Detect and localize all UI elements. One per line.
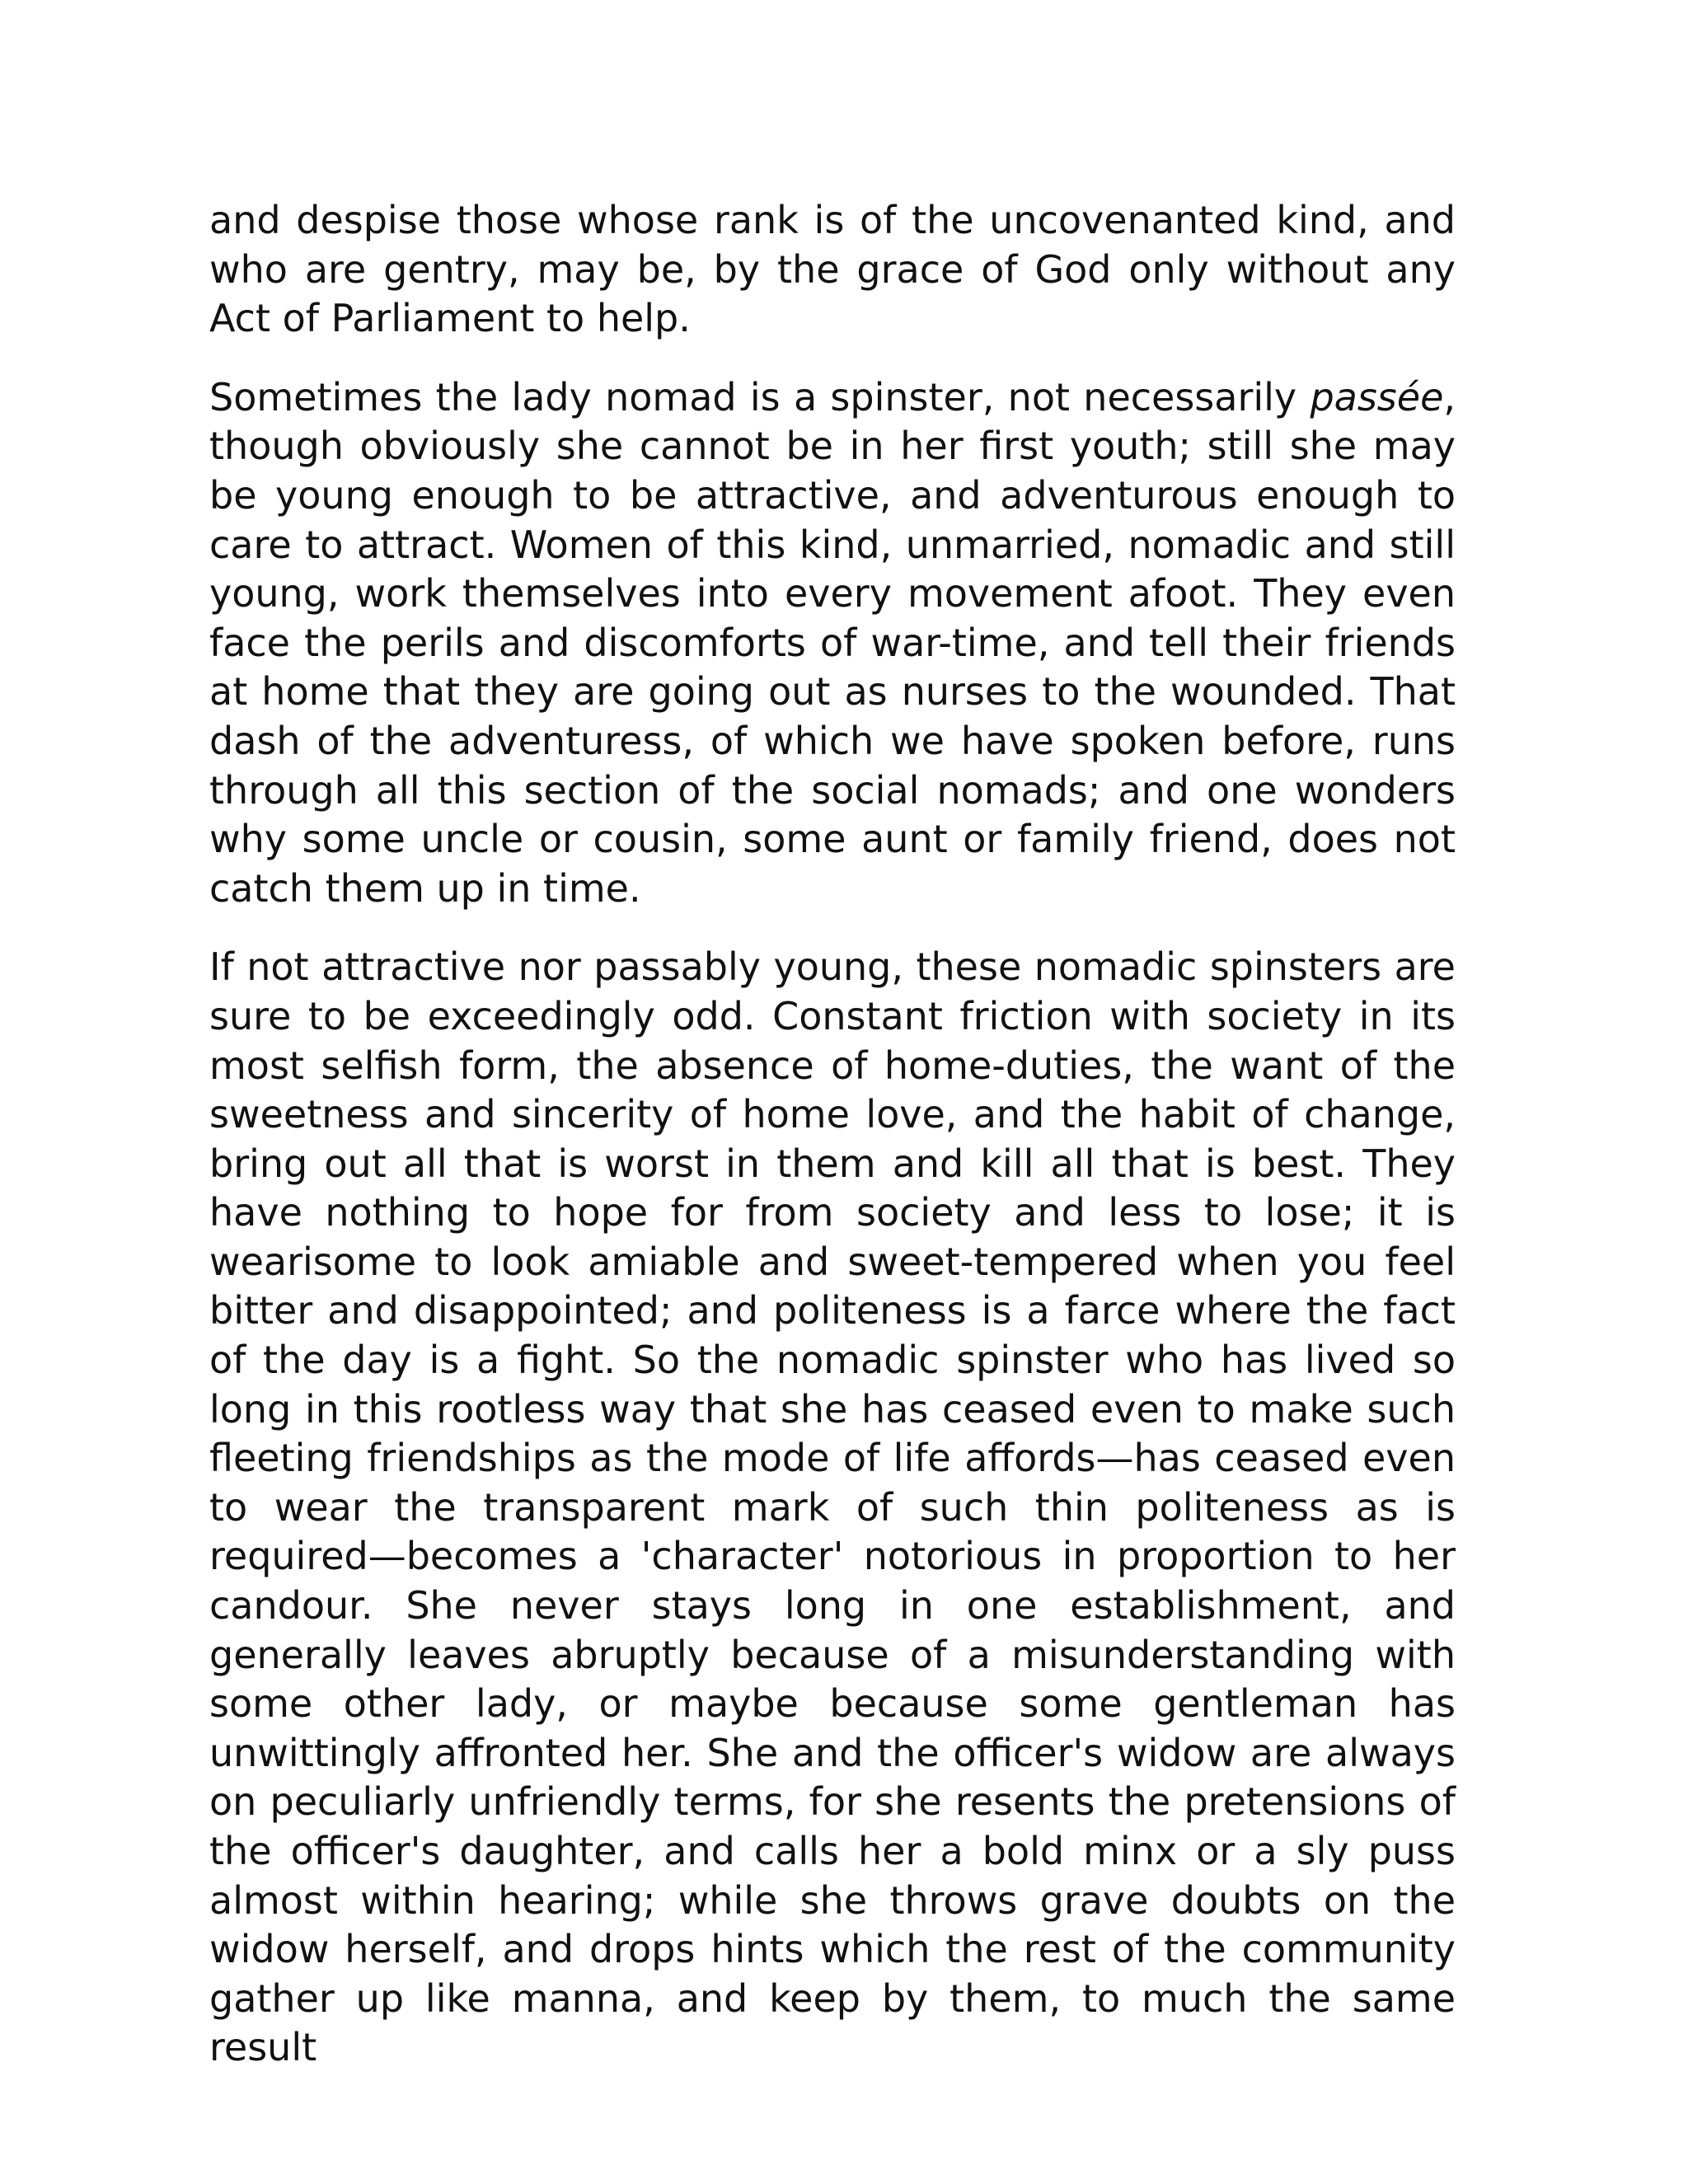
paragraph-2-text-start: Sometimes the lady nomad is a spinster, not necessarily <box>209 374 1311 419</box>
paragraph-2-text-end: , though obviously she cannot be in her first youth; still she may be young enough to be attractive, and adventurous enough to care to attract. Women of this kind, unmarried, nomadic and still young, work themselves into every movement afoot. They even face the perils and discomforts of war-time, and tell their friends at home that they are going out as nurses to the wounded. That dash of the adventuress, of which we have spoken before, runs through all this section of the social nomads; and one wonders why some uncle or cousin, some aunt or family friend, does not catch them up in time. <box>209 374 1456 911</box>
paragraph-3: If not attractive nor passably young, these nomadic spinsters are sure to be exceedingly odd. Constant friction with society in its most selfish form, the absence of home-duties, the want of the sweetness and sincerity of home love, and the habit of change, bring out all that is worst in them and kill all that is best. They have nothing to hope for from society and less to lose; it is wearisome to look amiable and sweet-tempered when you feel bitter and disappointed; and politeness is a farce where the fact of the day is a fight. So the nomadic spinster who has lived so long in this rootless way that she has ceased even to make such fleeting friendships as the mode of life affords—has ceased even to wear the transparent mark of such thin politeness as is required—becomes a 'character' notorious in proportion to her candour. She never stays long in one establishment, and generally leaves abruptly because of a misunderstanding with some other lady, or maybe because some gentleman has unwittingly affronted her. She and the officer's widow are always on peculiarly unfriendly terms, for she resents the pretensions of the officer's daughter, and calls her a bold minx or a sly puss almost within hearing; while she throws grave doubts on the widow herself, and drops hints which the rest of the community gather up like manna, and keep by them, to much the same result <box>209 944 1456 2070</box>
italic-word: passée <box>1310 374 1444 419</box>
paragraph-2 <box>209 373 1456 914</box>
paragraph-1: and despise those whose rank is of the uncovenanted kind, and who are gentry, may be, by the grace of God only without any Act of Parliament to help. <box>209 198 1456 341</box>
document-page <box>209 196 1456 2102</box>
